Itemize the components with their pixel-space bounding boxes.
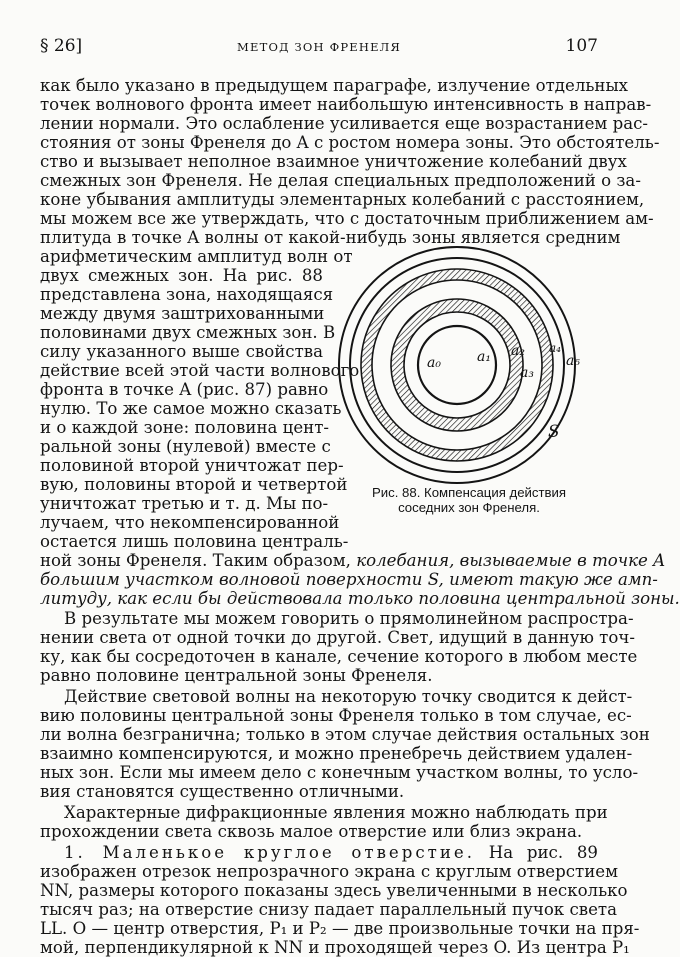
text-line: Действие световой волны на некоторую точку сводится к дейст- [64, 687, 633, 706]
text-line: двух смежных зон. На рис. 88 [40, 266, 323, 285]
text-line: литуду, как если бы действовала только половина центральной зоны. [40, 589, 680, 608]
text-line: вия становятся существенно отличными. [40, 782, 405, 801]
text-line: точек волнового фронта имеет наибольшую интенсивность в направ- [40, 95, 652, 114]
section-marker: § 26] [40, 36, 83, 56]
text-line: стояния от зоны Френеля до A с ростом номера зоны. Это обстоятель- [40, 133, 660, 152]
text-line: тысяч раз; на отверстие снизу падает параллельный пучок света [40, 900, 617, 919]
label-a1: a₁ [477, 349, 491, 365]
text-line: NN, размеры которого показаны здесь увеличенными в несколько [40, 881, 628, 900]
hatched-half-zone [391, 299, 523, 431]
text-run: На рис. 89 [475, 843, 598, 862]
spaced-heading: 1. Маленькое круглое отверстие. [64, 843, 475, 862]
text-line: силу указанного выше свойства [40, 342, 323, 361]
text-line: арифметическим амплитуд волн от [40, 247, 353, 266]
label-S: S [548, 422, 560, 442]
text-line: половинами двух смежных зон. В [40, 323, 336, 342]
text-line: между двумя заштрихованными [40, 304, 325, 323]
text-line: лении нормали. Это ослабление усиливается еще возрастанием рас- [40, 114, 648, 133]
text-line: мы можем все же утверждать, что с достаточным приближением ам- [40, 209, 654, 228]
text-line: ли волна безгранична; только в этом случае действия остальных зон [40, 725, 650, 744]
text-line: мой, перпендикулярной к NN и проходящей через O. Из центра P₁ [40, 938, 630, 957]
text-line: вию половины центральной зоны Френеля только в том случае, ес- [40, 706, 632, 725]
text-line: половиной второй уничтожат пер- [40, 456, 344, 475]
text-line: LL. O — центр отверстия, P₁ и P₂ — две произвольные точки на пря- [40, 919, 640, 938]
text-line: нулю. То же самое можно сказать [40, 399, 342, 418]
figure-caption-line: Рис. 88. Компенсация действия [371, 485, 567, 500]
text-line: действие всей этой части волнового [40, 361, 360, 380]
text-line [40, 551, 666, 570]
text-line: фронта в точке A (рис. 87) равно [40, 380, 329, 399]
fresnel-zones-figure [337, 250, 599, 480]
text-line: ных зон. Если мы имеем дело с конечным участком волны, то усло- [40, 763, 639, 782]
text-line: представлена зона, находящаяся [40, 285, 334, 304]
zone-boundary [339, 247, 575, 483]
text-line: вую, половины второй и четвертой [40, 475, 348, 494]
text-line: плитуда в точке A волны от какой-нибудь зоны является средним [40, 228, 621, 247]
text-line: ральной зоны (нулевой) вместе с [40, 437, 331, 456]
running-title: МЕТОД ЗОН ФРЕНЕЛЯ [237, 40, 401, 54]
text-line: уничтожат третью и т. д. Мы по- [40, 494, 329, 513]
text-line: Характерные дифракционные явления можно наблюдать при [64, 803, 608, 822]
text-line: большим участком волновой поверхности S, имеют такую же амп- [40, 570, 658, 589]
page-header [40, 36, 598, 60]
text-line: изображен отрезок непрозрачного экрана с круглым отверстием [40, 862, 618, 881]
text-line: ку, как бы сосредоточен в канале, сечение которого в любом месте [40, 647, 638, 666]
italic-run: колебания, вызываемые в точке A [356, 551, 666, 570]
text-line [64, 843, 598, 862]
text-line: остается лишь половина централь- [40, 532, 349, 551]
label-a0: a₀ [427, 355, 441, 371]
text-line: коне убывания амплитуды элементарных колебаний с расстоянием, [40, 190, 645, 209]
label-a3: a₃ [520, 365, 534, 381]
text-line: равно половине центральной зоны Френеля. [40, 666, 433, 685]
text-line: смежных зон Френеля. Не делая специальных предположений о за- [40, 171, 641, 190]
text-line: взаимно компенсируются, и можно пренебречь действием удален- [40, 744, 633, 763]
text-run: ной зоны Френеля. Таким образом, [40, 551, 357, 570]
label-a2: a₂ [511, 343, 525, 359]
text-line: прохождении света сквозь малое отверстие или близ экрана. [40, 822, 583, 841]
text-line: как было указано в предыдущем параграфе, излучение отдельных [40, 76, 629, 95]
label-a5: a₅ [566, 353, 580, 369]
label-a4: a₄ [549, 341, 561, 355]
text-line: и о каждой зоне: половина цент- [40, 418, 330, 437]
figure-caption-line: соседних зон Френеля. [398, 500, 540, 515]
text-line: лучаем, что некомпенсированной [40, 513, 340, 532]
text-line: В результате мы можем говорить о прямолинейном распростра- [64, 609, 634, 628]
text-line: ство и вызывает неполное взаимное уничтожение колебаний двух [40, 152, 627, 171]
page-number: 107 [565, 36, 598, 56]
text-line: нении света от одной точки до другой. Свет, идущий в данную точ- [40, 628, 635, 647]
